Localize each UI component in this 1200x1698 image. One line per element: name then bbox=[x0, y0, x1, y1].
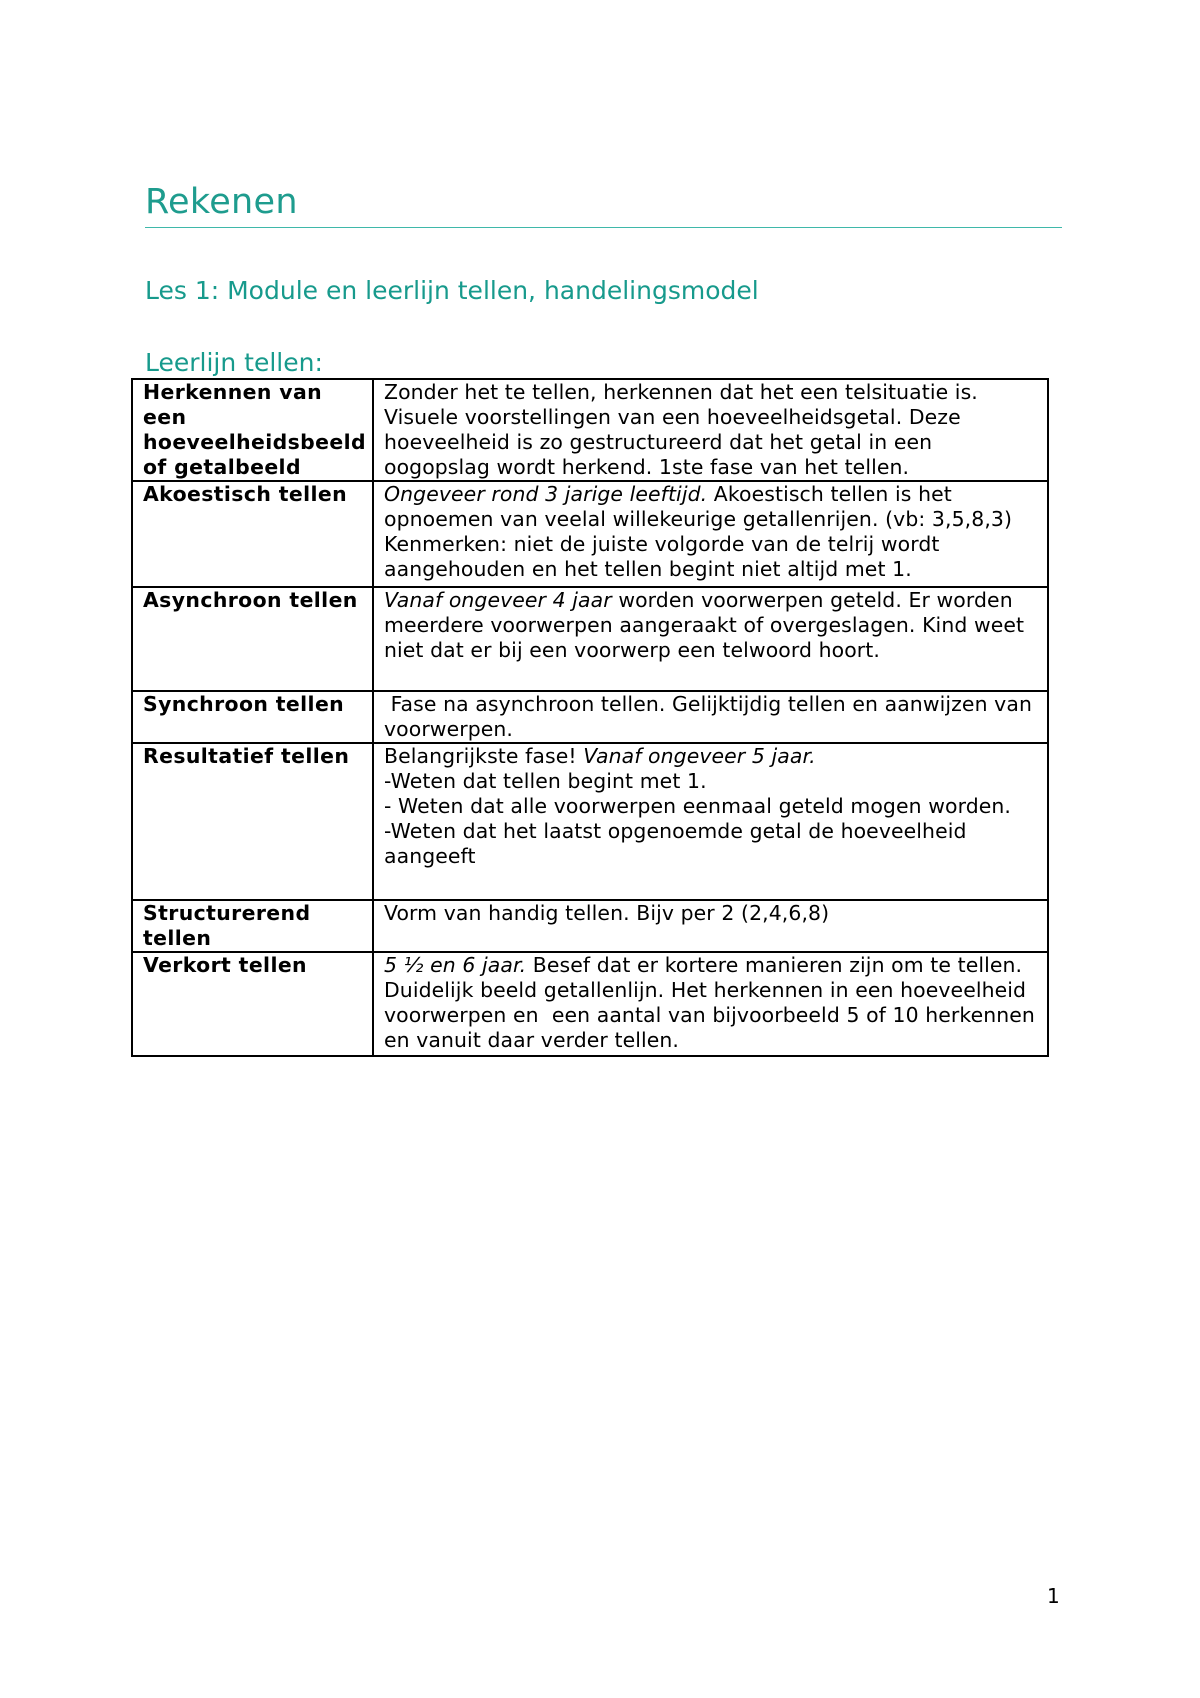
table-row bbox=[132, 900, 1048, 952]
description-cell bbox=[373, 900, 1048, 952]
term-cell: Asynchroon tellen bbox=[132, 587, 373, 691]
description-line: - Weten dat alle voorwerpen eenmaal geteld mogen worden. bbox=[384, 794, 1011, 818]
description-cell bbox=[373, 743, 1048, 900]
description-cell bbox=[373, 481, 1048, 587]
age-indication: Ongeveer rond 3 jarige leeftijd. bbox=[384, 482, 708, 506]
description-cell bbox=[373, 587, 1048, 691]
age-indication: Vanaf ongeveer 4 jaar bbox=[384, 588, 612, 612]
title-divider bbox=[145, 227, 1062, 228]
leerlijn-table bbox=[131, 378, 1049, 1057]
term-cell: Structurerend tellen bbox=[132, 900, 373, 952]
term-cell: Herkennen van een hoeveelheidsbeeld of getalbeeld bbox=[132, 379, 373, 481]
description-text: Vorm van handig tellen. Bijv per 2 (2,4,6,8) bbox=[384, 901, 830, 925]
page-title: Rekenen bbox=[145, 182, 298, 222]
description-cell bbox=[373, 379, 1048, 481]
description-line: -Weten dat tellen begint met 1. bbox=[384, 769, 707, 793]
description-text: Fase na asynchroon tellen. Gelijktijdig tellen en aanwijzen van voorwerpen. bbox=[384, 692, 1039, 741]
table-row bbox=[132, 691, 1048, 743]
description-text: Besef dat er kortere manieren zijn om te tellen. Duidelijk beeld getallenlijn. Het herkennen in een hoeveelheid voorwerpen en een aantal van bijvoorbeeld 5 of 10 herkennen en vanuit daar verder tellen. bbox=[384, 953, 1042, 1052]
table-row bbox=[132, 952, 1048, 1056]
description-text: Zonder het te tellen, herkennen dat het een telsituatie is. Visuele voorstellingen van een hoeveelheidsgetal. Deze hoeveelheid is zo gestructureerd dat het getal in een oogopslag wordt herkend. 1ste fase van het tellen. bbox=[384, 380, 978, 479]
page-number: 1 bbox=[1047, 1584, 1060, 1608]
description-cell bbox=[373, 691, 1048, 743]
age-indication: 5 ½ en 6 jaar. bbox=[384, 953, 527, 977]
lesson-heading: Les 1: Module en leerlijn tellen, handelingsmodel bbox=[145, 276, 759, 305]
description-line: -Weten dat het laatst opgenoemde getal de hoeveelheid aangeeft bbox=[384, 819, 967, 868]
table-row bbox=[132, 481, 1048, 587]
table-row bbox=[132, 379, 1048, 481]
table-row bbox=[132, 743, 1048, 900]
description-intro: Belangrijkste fase! bbox=[384, 744, 584, 768]
term-cell: Resultatief tellen bbox=[132, 743, 373, 900]
age-indication: Vanaf ongeveer 5 jaar. bbox=[583, 744, 816, 768]
term-cell: Akoestisch tellen bbox=[132, 481, 373, 587]
table-row bbox=[132, 587, 1048, 691]
description-text: worden voorwerpen geteld. Er worden meerdere voorwerpen aangeraakt of overgeslagen. Kind weet niet dat er bij een voorwerp een telwoord hoort. bbox=[384, 588, 1025, 662]
description-cell bbox=[373, 952, 1048, 1056]
description-text: Akoestisch tellen is het opnoemen van veelal willekeurige getallenrijen. (vb: 3,5,8,3) Kenmerken: niet de juiste volgorde van de telrij wordt aangehouden en het tellen begint niet altijd met 1. bbox=[384, 482, 1013, 581]
term-cell: Synchroon tellen bbox=[132, 691, 373, 743]
term-cell: Verkort tellen bbox=[132, 952, 373, 1056]
section-heading: Leerlijn tellen: bbox=[145, 348, 323, 377]
